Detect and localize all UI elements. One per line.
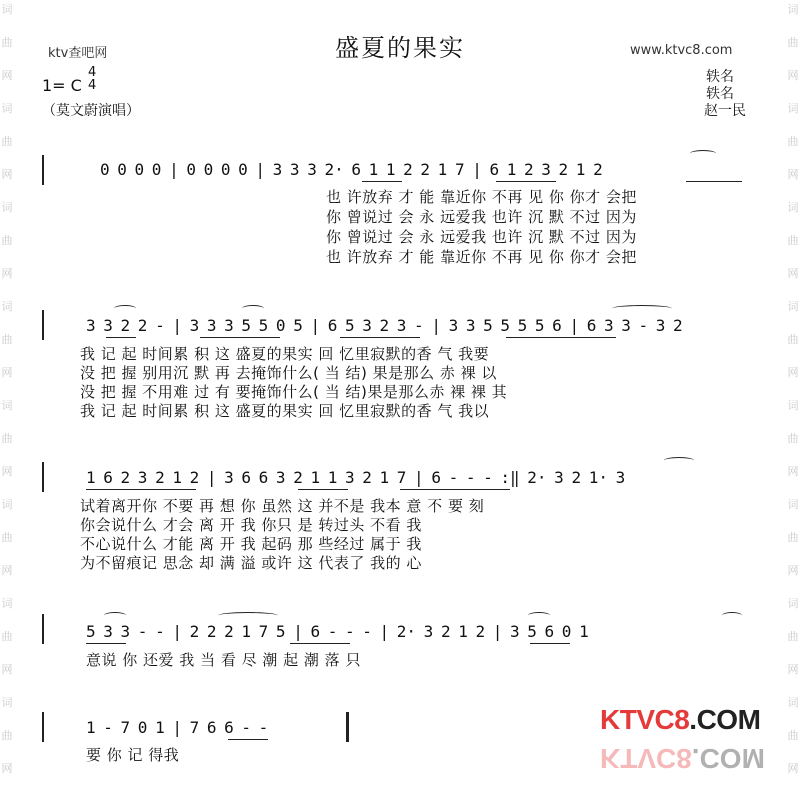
right-watermark-column xyxy=(786,0,800,794)
left-watermark-column xyxy=(0,0,14,794)
side-watermark-char: 网 xyxy=(1,267,13,280)
side-watermark-char: 词 xyxy=(1,399,13,412)
logo-red-part: KTVC8 xyxy=(600,704,690,735)
lyric-row-2-verse-4: 我 记 起 时间累 积 这 盛夏的果实 回 忆里寂默的香 气 我以 xyxy=(80,402,490,420)
side-watermark-char: 词 xyxy=(1,102,13,115)
composer-credit: 轶名 xyxy=(706,86,734,102)
lyric-row-1-verse-2: 你 曾说过 会 永 远爱我 也许 沉 默 不过 因为 xyxy=(326,208,637,226)
side-watermark-char: 曲 xyxy=(787,729,799,742)
beam xyxy=(228,739,268,740)
source-label: ktv查吧网 xyxy=(48,46,108,61)
side-watermark-char: 网 xyxy=(1,366,13,379)
side-watermark-char: 词 xyxy=(787,102,799,115)
side-watermark-char: 词 xyxy=(787,498,799,511)
barline xyxy=(42,155,44,185)
side-watermark-char: 曲 xyxy=(1,531,13,544)
side-watermark-char: 网 xyxy=(787,366,799,379)
beam xyxy=(400,489,510,490)
side-watermark-char: 曲 xyxy=(1,630,13,643)
side-watermark-char: 曲 xyxy=(1,333,13,346)
slur xyxy=(722,612,742,619)
lyric-row-5-verse-1: 要 你 记 得我 xyxy=(86,746,180,764)
side-watermark-char: 网 xyxy=(787,168,799,181)
side-watermark-char: 曲 xyxy=(1,234,13,247)
side-watermark-char: 网 xyxy=(1,663,13,676)
ktvc8-logo-reflection xyxy=(600,742,765,774)
beam xyxy=(106,337,136,338)
notation-row-5: 1 - 7 0 1 | 7 6 6 - - xyxy=(86,718,269,737)
side-watermark-char: 词 xyxy=(1,696,13,709)
barline xyxy=(42,614,44,644)
notation-row-3: 1 6 2 3 2 1 2 | 3 6 6 3 2 1 1 3 2 1 7 | 6 - - - :‖ 2· 3 2 1· 3 xyxy=(86,468,626,487)
beam xyxy=(362,181,402,182)
slur xyxy=(218,612,278,619)
beam xyxy=(506,337,616,338)
side-watermark-char: 网 xyxy=(787,267,799,280)
beam xyxy=(86,643,126,644)
lyric-row-1-verse-3: 你 曾说过 会 永 远爱我 也许 沉 默 不过 因为 xyxy=(326,228,637,246)
slur xyxy=(242,305,264,312)
lyric-row-3-verse-4: 为不留痕记 思念 却 满 溢 或许 这 代表了 我的 心 xyxy=(80,554,422,572)
lyric-row-2-verse-1: 我 记 起 时间累 积 这 盛夏的果实 回 忆里寂默的香 气 我要 xyxy=(80,345,490,363)
side-watermark-char: 词 xyxy=(787,300,799,313)
website-label: www.ktvc8.com xyxy=(630,43,733,58)
side-watermark-char: 网 xyxy=(787,663,799,676)
side-watermark-char: 曲 xyxy=(787,36,799,49)
side-watermark-char: 曲 xyxy=(1,432,13,445)
slur xyxy=(104,612,126,619)
side-watermark-char: 曲 xyxy=(787,135,799,148)
side-watermark-char: 网 xyxy=(1,564,13,577)
barline xyxy=(42,310,44,340)
final-barline xyxy=(346,712,349,742)
barline xyxy=(42,712,44,742)
lyric-row-3-verse-3: 不心说什么 才能 离 开 我 起码 那 些经过 属于 我 xyxy=(80,535,422,553)
slur xyxy=(114,305,136,312)
side-watermark-char: 词 xyxy=(1,597,13,610)
side-watermark-char: 曲 xyxy=(787,432,799,445)
meter-top: 4 xyxy=(88,65,97,80)
barline xyxy=(42,462,44,492)
side-watermark-char: 词 xyxy=(787,3,799,16)
notation-row-4: 5 3 3 - - | 2 2 2 1 7 5 | 6 - - - | 2· 3 2 1 2 | 3 5 6 0 1 xyxy=(86,622,589,641)
beam xyxy=(686,181,742,182)
arranger-credit: 赵一民 xyxy=(704,103,746,119)
side-watermark-char: 词 xyxy=(1,498,13,511)
side-watermark-char: 曲 xyxy=(787,630,799,643)
logo-dark-part: .COM xyxy=(689,704,761,735)
lyric-row-3-verse-2: 你会说什么 才会 离 开 我 你只 是 转过头 不看 我 xyxy=(80,516,422,534)
logo-reflection-dark: .COM xyxy=(691,743,765,774)
side-watermark-char: 词 xyxy=(1,3,13,16)
key-signature: 1= C xyxy=(42,76,82,95)
side-watermark-char: 网 xyxy=(1,762,13,775)
meter-bottom: 4 xyxy=(88,78,97,93)
side-watermark-char: 曲 xyxy=(1,135,13,148)
lyric-row-2-verse-2: 没 把 握 别用沉 默 再 去掩饰什么( 当 结) 果是那么 赤 裸 以 xyxy=(80,364,497,382)
lyric-row-1-verse-4: 也 许放弃 才 能 靠近你 不再 见 你 你才 会把 xyxy=(326,248,637,266)
side-watermark-char: 网 xyxy=(1,168,13,181)
side-watermark-char: 网 xyxy=(787,69,799,82)
lyricist-credit: 轶名 xyxy=(706,69,734,85)
song-title: 盛夏的果实 xyxy=(335,34,465,62)
beam xyxy=(290,643,350,644)
side-watermark-char: 词 xyxy=(1,300,13,313)
side-watermark-char: 词 xyxy=(1,201,13,214)
side-watermark-char: 曲 xyxy=(787,531,799,544)
side-watermark-char: 词 xyxy=(787,696,799,709)
notation-row-1: 0 0 0 0 | 0 0 0 0 | 3 3 3 2· 6 1 1 2 2 1 7 | 6 1 2 3 2 1 2 xyxy=(100,160,603,179)
side-watermark-char: 网 xyxy=(787,465,799,478)
side-watermark-char: 曲 xyxy=(1,36,13,49)
singer-label: （莫文蔚演唱） xyxy=(42,103,140,119)
side-watermark-char: 网 xyxy=(1,465,13,478)
side-watermark-char: 词 xyxy=(787,597,799,610)
beam xyxy=(496,181,556,182)
lyric-row-1-verse-1: 也 许放弃 才 能 靠近你 不再 见 你 你才 会把 xyxy=(326,188,637,206)
side-watermark-char: 词 xyxy=(787,201,799,214)
side-watermark-char: 曲 xyxy=(787,234,799,247)
time-signature xyxy=(88,66,96,92)
beam xyxy=(530,643,570,644)
slur xyxy=(690,150,716,157)
logo-reflection-red: KTVC8 xyxy=(600,743,692,774)
lyric-row-4-verse-1: 意说 你 还爱 我 当 看 尽 潮 起 潮 落 只 xyxy=(86,651,361,669)
slur xyxy=(664,457,694,464)
lyric-row-3-verse-1: 试着离开你 不要 再 想 你 虽然 这 并不是 我本 意 不 要 刻 xyxy=(80,497,485,515)
ktvc8-logo xyxy=(600,704,760,736)
beam xyxy=(86,489,196,490)
beam xyxy=(340,337,420,338)
side-watermark-char: 曲 xyxy=(1,729,13,742)
slur xyxy=(612,305,672,312)
side-watermark-char: 曲 xyxy=(787,333,799,346)
lyric-row-2-verse-3: 没 把 握 不用难 过 有 要掩饰什么( 当 结)果是那么赤 裸 裸 其 xyxy=(80,383,508,401)
slur xyxy=(528,612,550,619)
beam xyxy=(200,337,280,338)
beam xyxy=(298,489,348,490)
notation-row-2: 3 3 2 2 - | 3 3 3 5 5 0 5 | 6 5 3 2 3 - | 3 3 5 5 5 5 6 | 6 3 3 - 3 2 xyxy=(86,316,683,335)
side-watermark-char: 网 xyxy=(787,762,799,775)
side-watermark-char: 词 xyxy=(787,399,799,412)
side-watermark-char: 网 xyxy=(787,564,799,577)
side-watermark-char: 网 xyxy=(1,69,13,82)
